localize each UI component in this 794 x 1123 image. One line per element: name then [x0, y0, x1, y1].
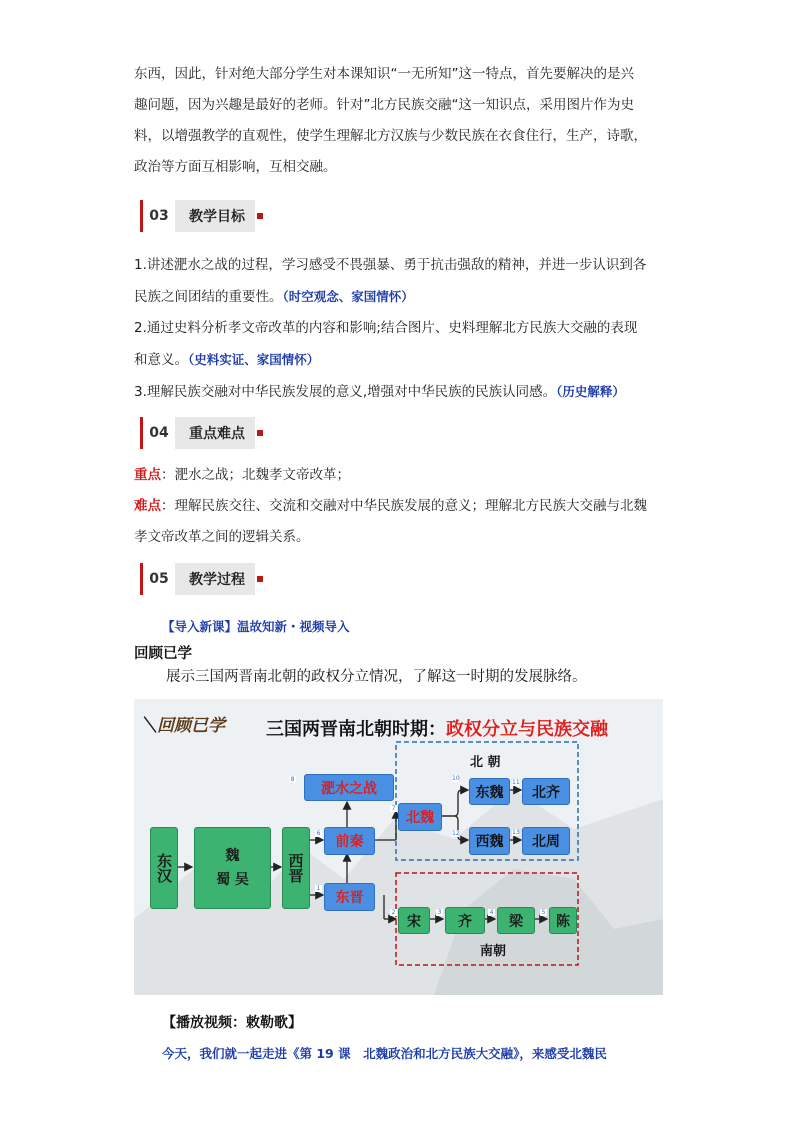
- goal-tag: （史料实证、家国情怀）: [188, 352, 320, 367]
- red-square-icon: [257, 576, 263, 582]
- section-title: 教学目标: [175, 200, 255, 232]
- step-number: 8: [290, 776, 295, 783]
- diagram-title: 三国两晋南北朝时期：政权分立与民族交融: [266, 719, 608, 740]
- section-number: 05: [140, 563, 175, 595]
- node-song: 宋: [398, 907, 430, 934]
- video-tag: 【播放视频：敕勒歌】: [162, 1015, 302, 1031]
- node-beiwei: 北魏: [398, 803, 442, 831]
- node-beizhou: 北周: [522, 827, 570, 855]
- intro-paragraph: [134, 59, 664, 183]
- goals-list: [134, 250, 664, 408]
- goal-tag: （历史解释）: [556, 384, 625, 399]
- section-title: 重点难点: [175, 417, 255, 449]
- step-number: 5: [541, 909, 546, 916]
- node-liang: 梁: [497, 907, 535, 934]
- goal-line: 民族之间团结的重要性。（时空观念、家国情怀）: [134, 289, 414, 305]
- intro-line: 料，以增强教学的直观性，使学生理解北方汉族与少数民族在衣食住行，生产，诗歌，: [134, 128, 647, 144]
- section-heading-process: [140, 563, 263, 595]
- step-number: 1: [316, 885, 321, 892]
- node-three-kingdoms: 魏 蜀 吴: [194, 827, 271, 909]
- badge-review: ＼回顾已学: [140, 716, 225, 736]
- north-label: 北 朝: [470, 755, 501, 770]
- intro-tag: 【导入新课】温故知新・视频导入: [162, 619, 350, 634]
- node-qi: 齐: [445, 907, 485, 934]
- step-number: 7: [391, 805, 396, 812]
- intro-line: 政治等方面互相影响，互相交融。: [134, 159, 337, 175]
- section-heading-keypoints: [140, 417, 263, 449]
- node-dongwei: 东魏: [469, 778, 510, 805]
- intro-line: 东西，因此，针对绝大部分学生对本课知识“一无所知”这一特点，首先要解决的是兴: [134, 66, 634, 82]
- node-chen: 陈: [549, 907, 577, 934]
- node-xijin: 西晋: [282, 827, 310, 909]
- difficult-point-cont: 孝文帝改革之间的逻辑关系。: [134, 529, 310, 545]
- arrow: [440, 790, 468, 816]
- goal-line: 1.讲述淝水之战的过程，学习感受不畏强暴、勇于抗击强敌的精神，并进一步认识到各: [134, 257, 647, 273]
- step-number: 6: [316, 830, 321, 837]
- section-heading-goals: [140, 200, 263, 232]
- step-number: 3: [437, 909, 442, 916]
- node-qianqin: 前秦: [324, 827, 375, 855]
- step-number: 13: [512, 829, 520, 836]
- goal-tag: （时空观念、家国情怀）: [282, 289, 414, 304]
- goal-line: 3.理解民族交融对中华民族发展的意义,增强对中华民族的民族认同感。（历史解释）: [134, 384, 625, 400]
- key-point: 重点：淝水之战；北魏孝文帝改革；: [134, 467, 350, 483]
- node-dongjin: 东晋: [324, 883, 375, 911]
- section-number: 04: [140, 417, 175, 449]
- closing-text: 今天，我们就一起走进《第 19 课 北魏政治和北方民族大交融》，来感受北魏民: [162, 1046, 607, 1061]
- keypoints: [134, 460, 664, 553]
- step-number: 11: [512, 779, 520, 786]
- section-number: 03: [140, 200, 175, 232]
- south-label: 南朝: [480, 944, 507, 959]
- goal-line: 和意义。（史料实证、家国情怀）: [134, 352, 320, 368]
- step-number: 12: [452, 830, 460, 837]
- node-donghan: 东汉: [150, 827, 178, 909]
- review-text: 展示三国两晋南北朝的政权分立情况，了解这一时期的发展脉络。: [166, 669, 587, 685]
- step-number: 2: [391, 909, 396, 916]
- intro-line: 趣问题，因为兴趣是最好的老师。针对”北方民族交融“这一知识点，采用图片作为史: [134, 97, 634, 113]
- step-number: 10: [452, 775, 460, 782]
- timeline-diagram: [134, 699, 663, 995]
- red-square-icon: [257, 213, 263, 219]
- difficult-point: 难点：理解民族交往、交流和交融对中华民族发展的意义；理解北方民族大交融与北魏: [134, 498, 647, 514]
- review-title: 回顾已学: [134, 646, 192, 662]
- node-feishui: 淝水之战: [304, 774, 394, 801]
- section-title: 教学过程: [175, 563, 255, 595]
- node-xiwei: 西魏: [469, 827, 510, 855]
- red-square-icon: [257, 430, 263, 436]
- node-beiqi: 北齐: [522, 778, 570, 805]
- goal-line: 2.通过史料分析孝文帝改革的内容和影响;结合图片、史料理解北方民族大交融的表现: [134, 320, 638, 336]
- step-number: 4: [489, 909, 494, 916]
